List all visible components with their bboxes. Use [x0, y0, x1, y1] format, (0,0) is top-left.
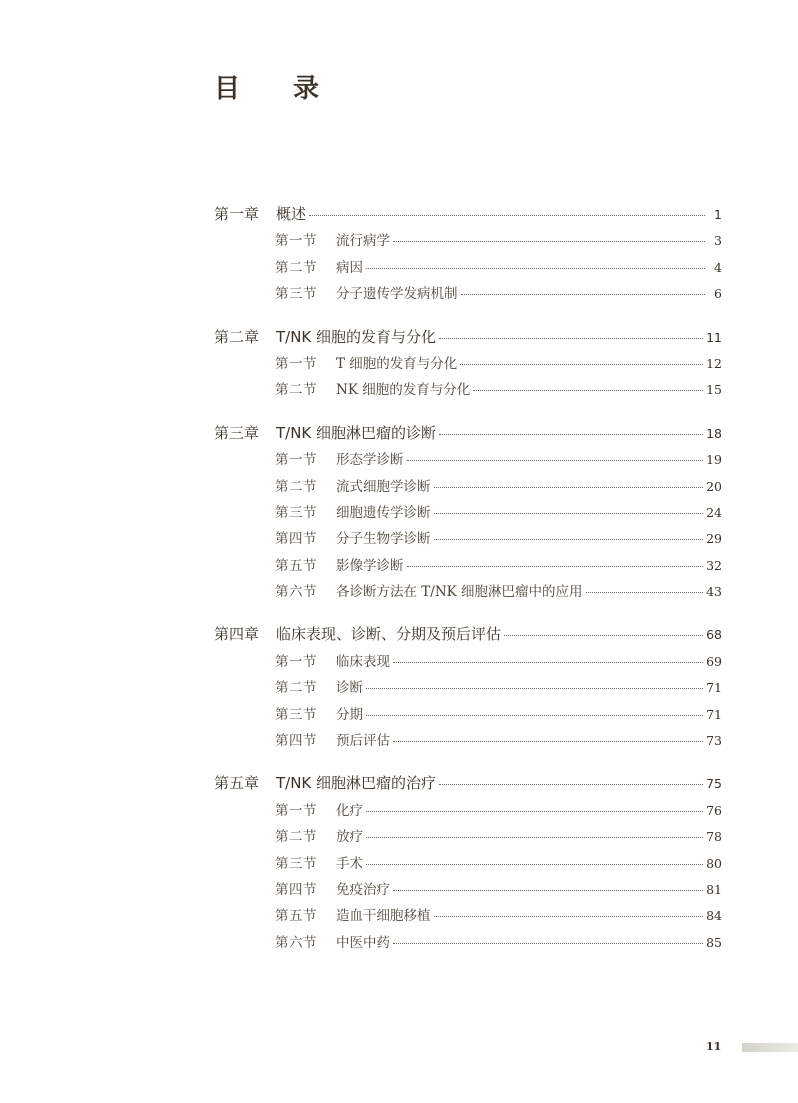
section-title: NK 细胞的发育与分化	[336, 382, 471, 399]
section-number: 第一节	[275, 653, 317, 670]
section-title: 预后评估	[336, 733, 390, 750]
section-page-number: 32	[706, 557, 722, 573]
dot-leader	[407, 460, 704, 461]
section-title: 诊断	[336, 680, 363, 697]
section-number: 第五节	[275, 557, 317, 574]
toc-section-entry[interactable]	[214, 229, 722, 255]
chapter-page-number: 18	[706, 425, 722, 441]
section-page-number: 81	[706, 881, 722, 897]
dot-leader	[439, 784, 703, 785]
toc-section-entry[interactable]	[214, 256, 722, 282]
section-number: 第一节	[275, 233, 317, 250]
section-title: 分子遗传学发病机制	[336, 286, 458, 303]
chapter-number: 第五章	[214, 774, 260, 793]
dot-leader	[586, 592, 704, 593]
chapter-number: 第四章	[214, 625, 260, 644]
toc-section-entry[interactable]	[214, 501, 722, 527]
toc-section-entry[interactable]	[214, 825, 722, 851]
section-page-number: 24	[706, 504, 722, 520]
dot-leader	[434, 513, 704, 514]
section-title: 临床表现	[336, 653, 390, 670]
dot-leader	[504, 635, 703, 636]
table-of-contents	[214, 203, 722, 974]
dot-leader	[366, 715, 703, 716]
toc-section-entry[interactable]	[214, 475, 722, 501]
toc-chapter-block	[214, 203, 722, 309]
toc-section-entry[interactable]	[214, 799, 722, 825]
chapter-title: 概述	[276, 205, 307, 223]
section-page-number: 12	[706, 355, 722, 371]
dot-leader	[473, 390, 703, 391]
section-number: 第一节	[275, 452, 317, 469]
section-title: 细胞遗传学诊断	[336, 504, 431, 521]
dot-leader	[439, 338, 703, 339]
section-number: 第四节	[275, 733, 317, 750]
footer-decor-bar	[742, 1043, 798, 1052]
toc-section-entry[interactable]	[214, 554, 722, 580]
section-title: T 细胞的发育与分化	[336, 355, 458, 372]
section-title: 分期	[336, 706, 363, 723]
section-title: 中医中药	[336, 934, 390, 951]
section-number: 第四节	[275, 881, 317, 898]
chapter-page-number: 68	[706, 627, 722, 643]
section-number: 第二节	[275, 829, 317, 846]
dot-leader	[366, 268, 705, 269]
chapter-title: T/NK 细胞淋巴瘤的诊断	[276, 423, 437, 442]
section-number: 第二节	[275, 680, 317, 697]
toc-chapter-entry[interactable]	[214, 772, 722, 798]
section-page-number: 15	[706, 382, 722, 398]
dot-leader	[434, 539, 704, 540]
section-number: 第三节	[275, 706, 317, 723]
toc-section-entry[interactable]	[214, 729, 722, 755]
section-title: 分子生物学诊断	[336, 531, 431, 548]
dot-leader	[393, 943, 703, 944]
toc-chapter-block	[214, 772, 722, 957]
toc-chapter-block	[214, 422, 722, 607]
dot-leader	[366, 864, 703, 865]
dot-leader	[366, 837, 703, 838]
section-page-number: 6	[714, 286, 722, 302]
dot-leader	[366, 811, 703, 812]
toc-chapter-block	[214, 623, 722, 755]
dot-leader	[460, 364, 703, 365]
section-page-number: 43	[706, 584, 722, 600]
section-page-number: 73	[706, 733, 722, 749]
section-number: 第二节	[275, 382, 317, 399]
chapter-page-number: 1	[714, 207, 722, 222]
section-title: 病因	[336, 259, 363, 276]
section-title: 放疗	[336, 829, 363, 846]
section-page-number: 84	[706, 908, 722, 924]
toc-section-entry[interactable]	[214, 448, 722, 474]
section-page-number: 4	[714, 259, 722, 275]
dot-leader	[366, 688, 703, 689]
section-number: 第五节	[275, 908, 317, 925]
toc-chapter-entry[interactable]	[214, 326, 722, 352]
dot-leader	[439, 434, 703, 435]
toc-chapter-entry[interactable]	[214, 203, 722, 229]
section-title: 免疫治疗	[336, 881, 390, 898]
dot-leader	[434, 487, 704, 488]
chapter-title: T/NK 细胞淋巴瘤的治疗	[276, 774, 437, 793]
section-page-number: 69	[706, 653, 722, 669]
section-title: 流行病学	[336, 233, 390, 250]
toc-section-entry[interactable]	[214, 527, 722, 553]
section-title: 化疗	[336, 802, 363, 819]
section-page-number: 85	[706, 934, 722, 950]
toc-section-entry[interactable]	[214, 650, 722, 676]
section-title: 形态学诊断	[336, 452, 404, 469]
toc-section-entry[interactable]	[214, 352, 722, 378]
dot-leader	[393, 890, 703, 891]
section-number: 第三节	[275, 286, 317, 303]
toc-section-entry[interactable]	[214, 378, 722, 404]
section-page-number: 71	[706, 706, 722, 722]
chapter-number: 第三章	[214, 423, 260, 442]
dot-leader	[309, 215, 705, 216]
section-page-number: 78	[706, 829, 722, 845]
chapter-number: 第二章	[214, 327, 260, 346]
toc-section-entry[interactable]	[214, 904, 722, 930]
chapter-number: 第一章	[214, 205, 260, 223]
dot-leader	[434, 916, 704, 917]
dot-leader	[393, 241, 705, 242]
chapter-page-number: 11	[706, 329, 722, 345]
section-page-number: 76	[706, 802, 722, 818]
chapter-page-number: 75	[706, 776, 722, 792]
section-page-number: 71	[706, 680, 722, 696]
section-page-number: 19	[706, 452, 722, 468]
section-title: 流式细胞学诊断	[336, 478, 431, 495]
section-number: 第二节	[275, 478, 317, 495]
toc-section-entry[interactable]	[214, 852, 722, 878]
page-title: 目 录	[214, 74, 342, 104]
toc-section-entry[interactable]	[214, 676, 722, 702]
section-number: 第一节	[275, 802, 317, 819]
section-title: 影像学诊断	[336, 557, 404, 574]
toc-section-entry[interactable]	[214, 282, 722, 308]
toc-section-entry[interactable]	[214, 878, 722, 904]
dot-leader	[393, 662, 703, 663]
toc-section-entry[interactable]	[214, 703, 722, 729]
chapter-title: 临床表现、诊断、分期及预后评估	[276, 625, 502, 644]
section-page-number: 20	[706, 478, 722, 494]
dot-leader	[407, 566, 704, 567]
section-number: 第二节	[275, 259, 317, 276]
section-number: 第三节	[275, 855, 317, 872]
section-number: 第六节	[275, 934, 317, 951]
dot-leader	[461, 294, 706, 295]
chapter-title: T/NK 细胞的发育与分化	[276, 327, 437, 346]
section-number: 第四节	[275, 531, 317, 548]
footer-page-number: 11	[706, 1040, 722, 1053]
section-number: 第一节	[275, 355, 317, 372]
section-number: 第三节	[275, 504, 317, 521]
dot-leader	[393, 741, 703, 742]
toc-section-entry[interactable]	[214, 580, 722, 606]
toc-chapter-entry[interactable]	[214, 422, 722, 448]
section-page-number: 80	[706, 855, 722, 871]
section-number: 第六节	[275, 584, 317, 601]
toc-chapter-entry[interactable]	[214, 623, 722, 649]
toc-section-entry[interactable]	[214, 931, 722, 957]
section-page-number: 29	[706, 531, 722, 547]
section-title: 造血干细胞移植	[336, 908, 431, 925]
toc-chapter-block	[214, 326, 722, 405]
section-title: 各诊断方法在 T/NK 细胞淋巴瘤中的应用	[336, 584, 583, 601]
section-title: 手术	[336, 855, 363, 872]
section-page-number: 3	[714, 233, 722, 249]
